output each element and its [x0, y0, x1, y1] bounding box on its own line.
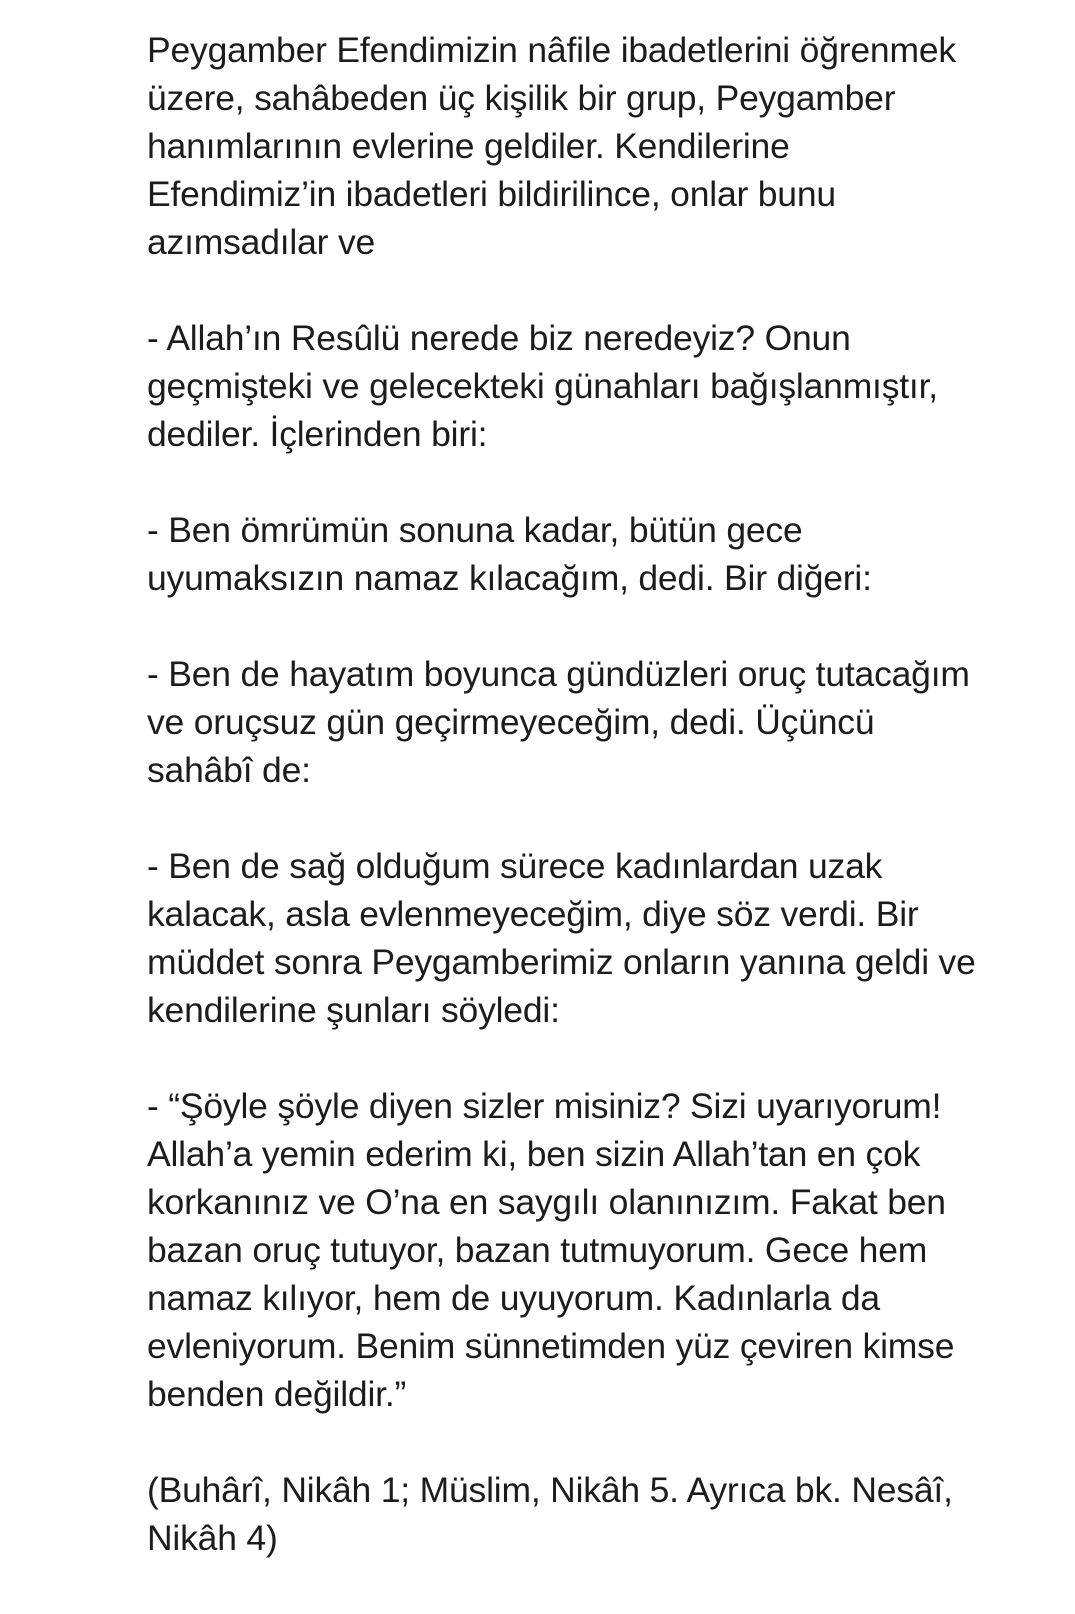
paragraph-first-companion: - Ben ömrümün sonuna kadar, bütün gece uyumaksızın namaz kılacağım, dedi. Bir diğeri:: [147, 510, 872, 598]
article-body: [147, 26, 1067, 1562]
paragraph-third-companion: - Ben de sağ olduğum sürece kadınlardan uzak kalacak, asla evlenmeyeceğim, diye söz verdi. Bir müddet sonra Peygamberimiz onların yanına geldi ve kendilerine şunları söyledi:: [147, 846, 976, 1030]
paragraph-companions-reply: - Allah’ın Resûlü nerede biz neredeyiz? Onun geçmişteki ve gelecekteki günahları bağışlanmıştır, dediler. İçlerinden biri:: [147, 318, 938, 454]
paragraph-source-citation: (Buhârî, Nikâh 1; Müslim, Nikâh 5. Ayrıca bk. Nesâî, Nikâh 4): [147, 1470, 953, 1558]
paragraph-intro: Peygamber Efendimizin nâfile ibadetlerini öğrenmek üzere, sahâbeden üç kişilik bir grup, Peygamber hanımlarının evlerine geldiler. Kendilerine Efendimiz’in ibadetleri bildirilince, onlar bunu azımsadılar ve: [147, 30, 956, 262]
paragraph-second-companion: - Ben de hayatım boyunca gündüzleri oruç tutacağım ve oruçsuz gün geçirmeyeceğim, dedi. Üçüncü sahâbî de:: [147, 654, 970, 790]
paragraph-prophet-quote: - “Şöyle şöyle diyen sizler misiniz? Sizi uyarıyorum! Allah’a yemin ederim ki, ben sizin Allah’tan en çok korkanınız ve O’na en saygılı olanınızım. Fakat ben bazan oruç tutuyor, bazan tutmuyorum. Gece hem namaz kılıyor, hem de uyuyorum. Kadınlarla da evleniyorum. Benim sünnetimden yüz çeviren kimse benden değildir.”: [147, 1086, 955, 1414]
